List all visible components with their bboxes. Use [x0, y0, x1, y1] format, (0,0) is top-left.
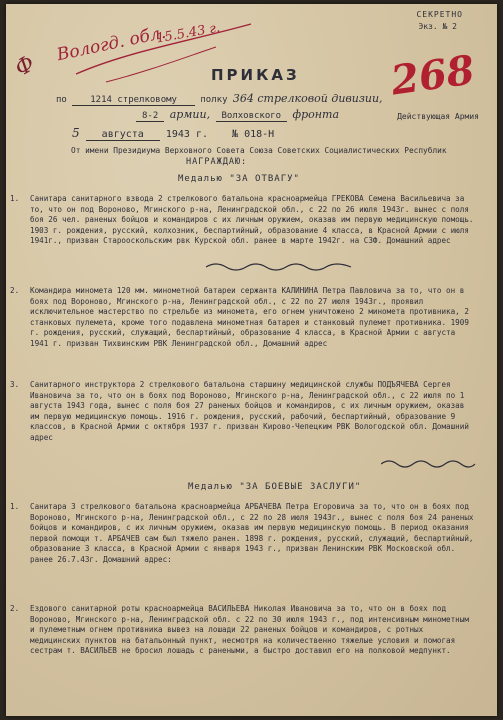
copy-number: Экз. № 2 — [418, 22, 457, 31]
award-entry — [10, 380, 475, 444]
entry-number: 3. — [10, 380, 20, 389]
date-year: 1943 г. — [165, 129, 209, 140]
order-number: № 018-Н — [232, 129, 275, 140]
award-entry — [10, 502, 475, 566]
army-stamp: Действующая Армия — [397, 112, 479, 121]
award-entry — [10, 604, 475, 657]
entry-text: Санитарного инструктора 2 стрелкового батальона старшину медицинской службы ПОДЪЯЧЕВА Сергея Ивановича за то, что он в боях под Вороново, Мгинского р-на, Ленинградской обл., с 22 июля по 1 августа 1943 года, вынес с поля боя 27 раненых бойцов и командиров, с их личным оружием, оказав им первую медицинскую помощь. 1916 г. рождения, русский, рабочий, беспартийный, образование 9 классов, в Красной Армии с октября 1937 г. призван Кирово-Чепецким РВК Вологодской обл. Домашний адрес — [30, 380, 469, 442]
line1-prefix: по — [56, 95, 67, 105]
section-heading-merit: Медалью "ЗА БОЕВЫЕ ЗАСЛУГИ" — [188, 482, 362, 492]
redaction-scribble — [381, 456, 476, 470]
order-line-1 — [56, 92, 383, 105]
front-field: Волховского — [221, 111, 282, 121]
line1-middle: полку — [200, 95, 228, 105]
handwritten-date: 15.5.43 г. — [155, 20, 222, 47]
award-entry — [10, 194, 475, 247]
document-sheet — [6, 4, 497, 716]
army-field: 8-2 — [142, 111, 159, 121]
red-handwritten-number: 268 — [388, 46, 478, 105]
entry-text: Санитара 3 стрелкового батальона красноармейца АРБАЧЕВА Петра Егоровича за то, что он в боях под Вороново, Мгинского р-на, Ленинградской обл., с 22 по 28 июля 1943г., вынес с поля боя 24 раненых бойцов и командиров, с их личным оружием, оказав им первую медицинскую помощь. В период оказания первой помощи т. АРБАЧЕВ сам был тяжело ранен. 1898 г. рождения, русский, служащий, беспартийный, образование 3 класса, в Красной Армии с января 1943 г., призван Ленинским РВК Московской обл. ранее 26.7.43г. Домашний адрес: — [30, 502, 474, 564]
handwritten-note: Вологд. обл. — [55, 22, 168, 66]
army-word: армии, — [169, 108, 211, 121]
section-heading-valor: Медалью "ЗА ОТВАГУ" — [178, 174, 300, 184]
entry-number: 2. — [10, 604, 20, 613]
date-month: августа — [101, 129, 144, 140]
secret-label: СЕКРЕТНО — [416, 10, 463, 19]
entry-text: Санитара санитарного взвода 2 стрелкового батальона красноармейца ГРЕКОВА Семена Васильевича за то, что он под Вороново, Мгинского р-на, Ленинградской обл., с 22 по 26 июля 1943г. вынес с поля боя 26 чел. раненых бойцов и командиров с их личным оружием, оказав им первую медицинскую помощь. 1903 г. рождения, русский, колхозник, беспартийный, образование 4 класса, в Красной Армии с июля 1941г., призван Старооскольским рвк Курской обл. ранее в марте 1942г. на СЗФ. Домашний адрес — [30, 194, 474, 246]
order-line-2 — [136, 108, 339, 121]
entry-number: 1. — [10, 502, 20, 511]
award-word: НАГРАЖДАЮ: — [186, 157, 248, 167]
regiment-field: 1214 стрелковому — [90, 95, 177, 105]
redaction-scribble — [206, 259, 356, 273]
preamble: От имени Президиума Верховного Совета Союза Советских Социалистических Республик — [71, 146, 447, 155]
document-title: ПРИКАЗ — [211, 66, 300, 84]
date-day: 5 — [72, 126, 80, 140]
entry-number: 2. — [10, 286, 20, 295]
date-line — [72, 126, 274, 140]
handwritten-margin-mark: Ф — [10, 51, 40, 82]
front-word: фронта — [292, 108, 340, 121]
division-field: 364 стрелковой дивизии, — [232, 92, 383, 105]
award-entry — [10, 286, 475, 350]
entry-text: Командира миномета 120 мм. минометной батареи сержанта КАЛИНИНА Петра Павловича за то, что он в боях под Вороново, Мгинского р-на, Ленинградской обл., с 22 по 27 июля 1943г., проявил исключительное мастерство по стрельбе из миномета, его огнем уничтожено 2 миномета противника, 2 станковых пулемета, кроме того подавлена минометная батарея и станковый пулемет противника. 1909 г. рождения, русский, служащий, беспартийный, образование 4 класса, в Красной Армии с августа 1941 г. призван Тихвинским РВК Ленинградской обл., Домашний адрес — [30, 286, 469, 348]
entry-text: Ездового санитарной роты красноармейца ВАСИЛЬЕВА Николая Ивановича за то, что он в боях под Вороново, Мгинского р-на, Ленинградской обл. с 22 по 30 июля 1943 г., под интенсивным минометным и пулеметным огнем противника вывез на лошади 22 раненых бойцов и командиров, с ротных медицинских пунктов на батальонный пункт, несмотря на количественно тяжелые условия и помогая сестрам т. ВАСИЛЬЕВ не бросил лошадь с ранеными, а быстро доставил его на полковой медпункт. — [30, 604, 469, 656]
entry-number: 1. — [10, 194, 20, 203]
